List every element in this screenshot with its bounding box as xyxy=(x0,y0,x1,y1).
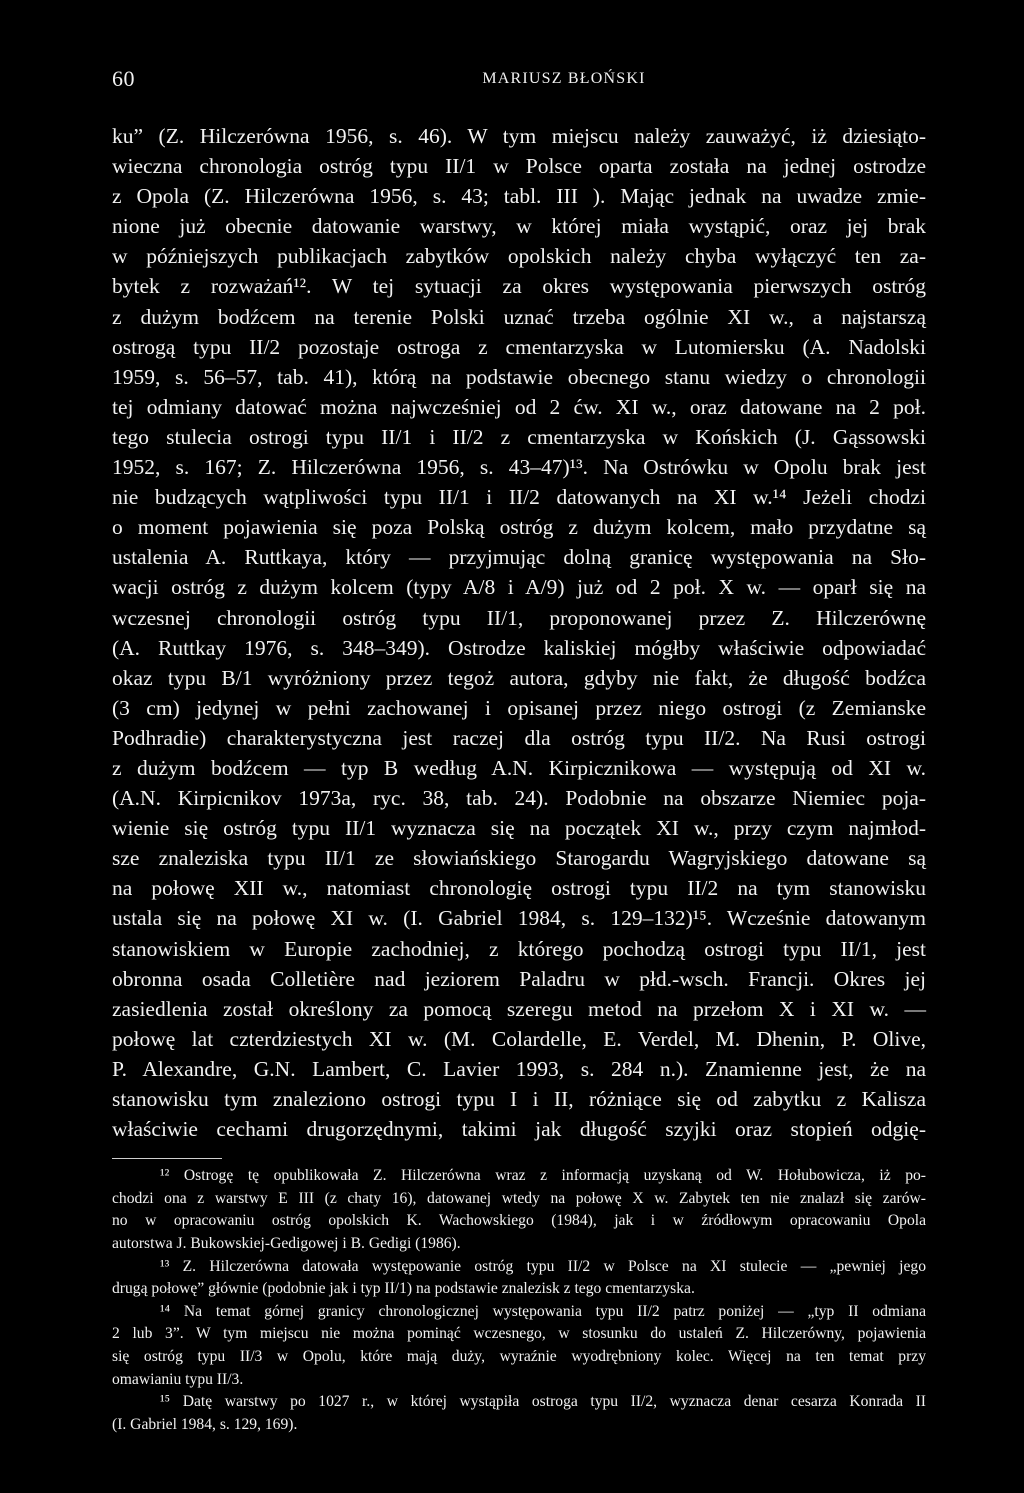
body-line: ustalenia A. Ruttkaya, który — przyjmując dolną granicę występowania na Sło- xyxy=(112,545,926,570)
footnote-line: omawianiu typu II/3. xyxy=(112,1370,244,1388)
footnote-divider xyxy=(112,1158,222,1159)
body-line: 1952, s. 167; Z. Hilczerówna 1956, s. 43–47)¹³. Na Ostrówku w Opolu brak jest xyxy=(112,455,926,480)
footnote-line: (I. Gabriel 1984, s. 129, 169). xyxy=(112,1415,298,1433)
body-line: tej odmiany datować można najwcześniej od 2 ćw. XI w., oraz datowane na 2 poł. xyxy=(112,394,926,419)
footnote-line: autorstwa J. Bukowskiej-Gedigowej i B. Gedigi (1986). xyxy=(112,1234,461,1252)
body-line: tego stulecia ostrogi typu II/1 i II/2 z cmentarzyska w Końskich (J. Gąssowski xyxy=(112,424,926,449)
body-line: Podhradie) charakterystyczna jest raczej dla ostróg typu II/2. Na Rusi ostrogi xyxy=(112,725,926,750)
page xyxy=(112,62,926,1436)
body-line: z dużym bodźcem na terenie Polski uznać trzeba ogólnie XI w., a najstarszą xyxy=(112,304,926,329)
footnote-line: drugą połowę” głównie (podobnie jak i typ II/1) na podstawie znalezisk z tego cmentarzyska. xyxy=(112,1280,695,1298)
body-line: z Opola (Z. Hilczerówna 1956, s. 43; tabl. III ). Mając jednak na uwadze zmie- xyxy=(112,184,926,209)
body-line: bytek z rozważań¹². W tej sytuacji za okres występowania pierwszych ostróg xyxy=(112,274,926,299)
running-title: MARIUSZ BŁOŃSKI xyxy=(482,70,646,87)
footnote-line: ¹³ Z. Hilczerówna datowała występowanie ostróg typu II/2 w Polsce na XI stulecie — „pewniej jego xyxy=(160,1257,926,1275)
footnote-line: no w opracowaniu ostróg opolskich K. Wachowskiego (1984), jak i w źródłowym opracowaniu Opola xyxy=(112,1212,926,1230)
footnote-line: ¹⁴ Na temat górnej granicy chronologicznej występowania typu II/2 patrz poniżej — „typ II odmiana xyxy=(160,1302,926,1320)
body-line: o moment pojawienia się poza Polską ostróg z dużym kolcem, mało przydatne są xyxy=(112,515,926,540)
body-line: z dużym bodźcem — typ B według A.N. Kirpicznikowa — występują od XI w. xyxy=(112,755,926,780)
body-line: wacji ostróg z dużym kolcem (typy A/8 i A/9) już od 2 poł. X w. — oparł się na xyxy=(112,575,926,600)
body-line: stanowiskiem w Europie zachodniej, z którego pochodzą ostrogi typu II/1, jest xyxy=(112,936,926,961)
body-line: (A. Ruttkay 1976, s. 348–349). Ostrodze kaliskiej mógłby właściwie odpowiadać xyxy=(112,635,926,660)
footnote-line: się ostróg typu II/3 w Opolu, które mają duży, wyraźnie wyodrębniony kolec. Więcej na ten temat przy xyxy=(112,1347,926,1365)
body-line: P. Alexandre, G.N. Lambert, C. Lavier 1993, s. 284 n.). Znamienne jest, że na xyxy=(112,1056,926,1081)
body-line: okaz typu B/1 wyróżniony przez tegoż autora, gdyby nie fakt, że długość bodźca xyxy=(112,665,926,690)
body-line: ostrogą typu II/2 pozostaje ostroga z cmentarzyska w Lutomiersku (A. Nadolski xyxy=(112,334,926,359)
body-line: ustala się na połowę XI w. (I. Gabriel 1984, s. 129–132)¹⁵. Wcześnie datowanym xyxy=(112,906,926,931)
body-line: ku” (Z. Hilczerówna 1956, s. 46). W tym miejscu należy zauważyć, iż dziesiąto- xyxy=(112,124,926,148)
footnote-line: ¹⁵ Datę warstwy po 1027 r., w której wystąpiła ostroga typu II/2, wyznacza denar cesarza Konrada II xyxy=(160,1393,926,1411)
page-number: 60 xyxy=(112,66,135,91)
body-line: 1959, s. 56–57, tab. 41), którą na podstawie obecnego stanu wiedzy o chronologii xyxy=(112,364,926,389)
body-line: wienie się ostróg typu II/1 wyznacza się na początek XI w., przy czym najmłod- xyxy=(112,816,926,841)
body-line: połowę lat czterdziestych XI w. (M. Colardelle, E. Verdel, M. Dhenin, P. Olive, xyxy=(112,1026,926,1051)
body-line: nione już obecnie datowanie warstwy, w której miała wystąpić, oraz jej brak xyxy=(112,214,926,239)
body-line: nie budzących wątpliwości typu II/1 i II/2 datowanych na XI w.¹⁴ Jeżeli chodzi xyxy=(112,485,926,510)
body-line: na połowę XII w., natomiast chronologię ostrogi typu II/2 na tym stanowisku xyxy=(112,876,926,901)
body-line: zasiedlenia został określony za pomocą szeregu metod na przełom X i XI w. — xyxy=(112,996,926,1021)
footnote-line: ¹² Ostrogę tę opublikowała Z. Hilczerówna wraz z informacją uzyskaną od W. Hołubowicza, iż po- xyxy=(160,1167,926,1185)
running-head xyxy=(112,62,926,98)
footnote-line: 2 lub 3”. W tym miejscu nie można pominąć wczesnego, w stosunku do ustaleń Z. Hilczerówny, pojawienia xyxy=(112,1325,926,1343)
body-line: wczesnej chronologii ostróg typu II/1, proponowanej przez Z. Hilczerównę xyxy=(112,605,926,630)
footnotes xyxy=(112,1165,926,1436)
body-line: w późniejszych publikacjach zabytków opolskich należy chyba wyłączyć ten za- xyxy=(112,244,926,269)
body-line: stanowisku tym znaleziono ostrogi typu I i II, różniące się od zabytku z Kalisza xyxy=(112,1087,926,1111)
body-line: (3 cm) jedynej w pełni zachowanej i opisanej przez niego ostrogi (z Zemianske xyxy=(112,695,926,720)
body-text xyxy=(112,121,926,1144)
body-line: właściwie cechami drugorzędnymi, takimi jak długość szyjki oraz stopień odgię- xyxy=(112,1117,926,1142)
body-line: sze znaleziska typu II/1 ze słowiańskiego Starogardu Wagryjskiego datowane są xyxy=(112,846,926,871)
body-line: wieczna chronologia ostróg typu II/1 w Polsce oparta została na jednej ostrodze xyxy=(112,154,926,179)
body-line: (A.N. Kirpicnikov 1973a, ryc. 38, tab. 24). Podobnie na obszarze Niemiec poja- xyxy=(112,786,926,811)
footnote-line: chodzi ona z warstwy E III (z chaty 16), datowanej wtedy na połowę X w. Zabytek ten nie znalazł się zarów- xyxy=(112,1189,926,1207)
body-line: obronna osada Colletière nad jeziorem Paladru w płd.-wsch. Francji. Okres jej xyxy=(112,966,926,991)
